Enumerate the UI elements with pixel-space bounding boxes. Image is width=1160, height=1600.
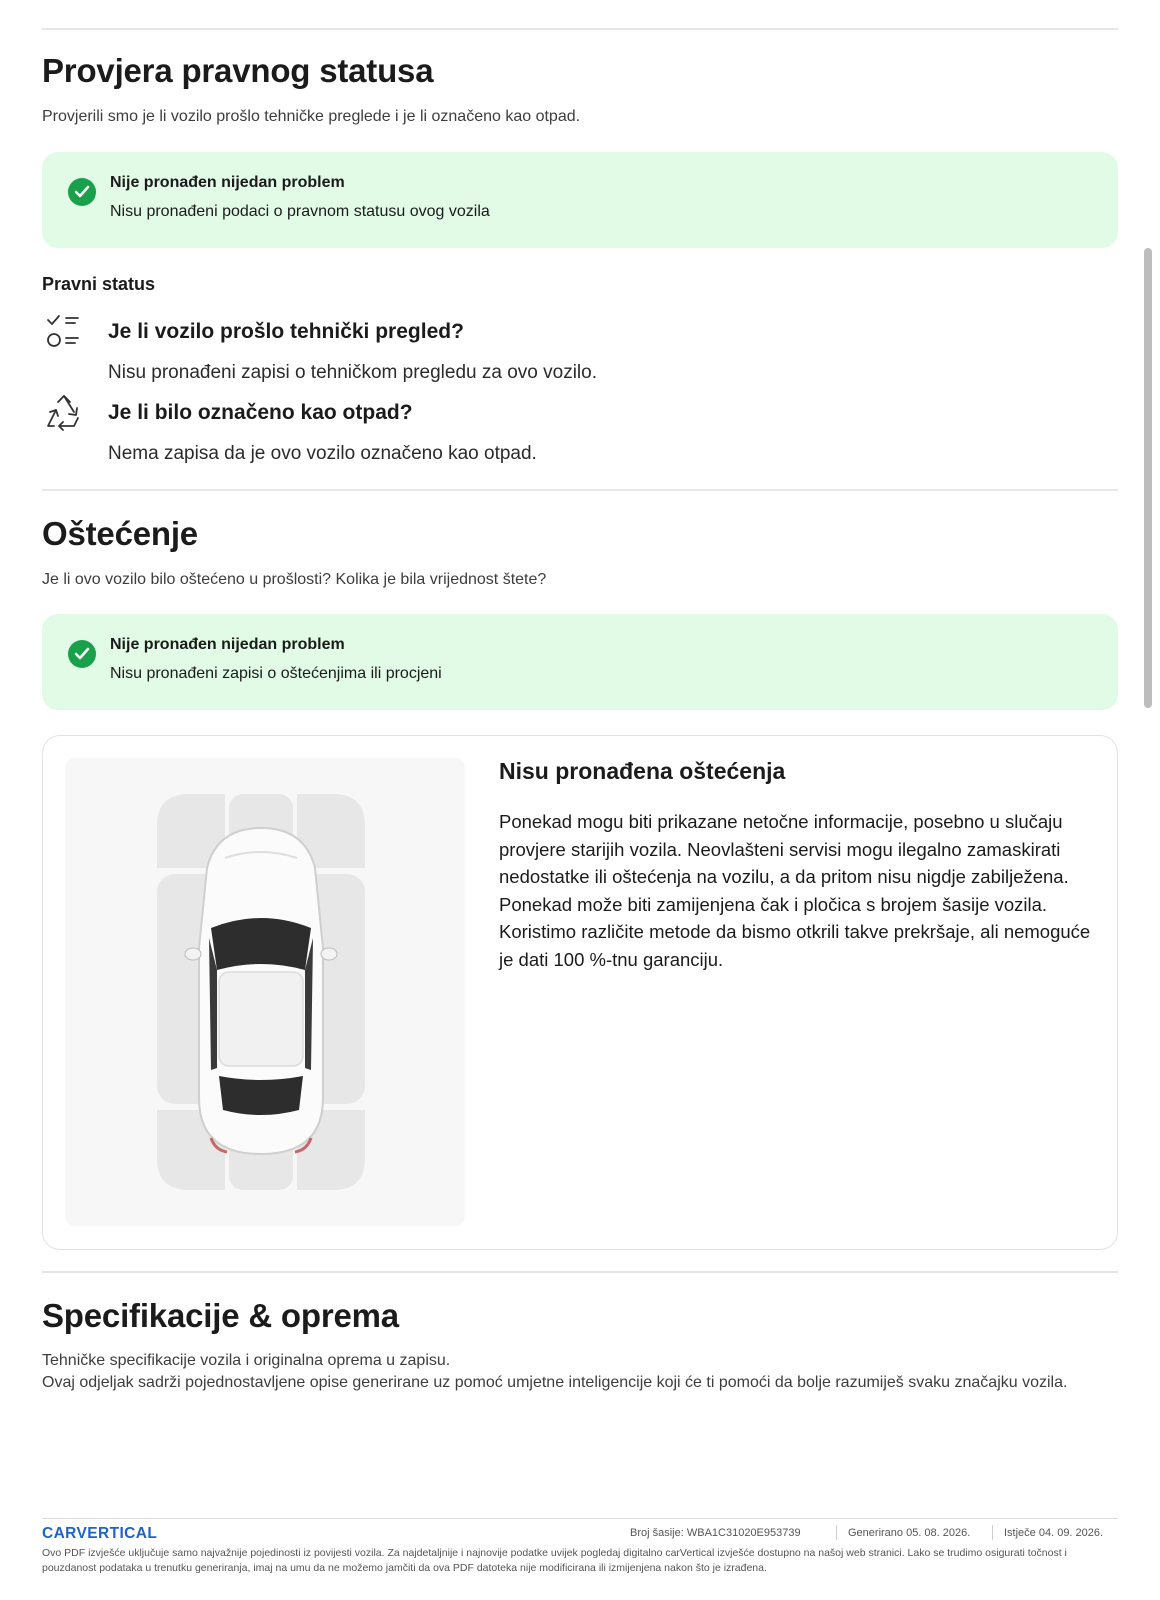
legal-status-text: Nisu pronađeni podaci o pravnom statusu ovog vozila: [110, 203, 490, 220]
damage-status-box: [42, 614, 1118, 710]
generated-date: Generirano 05. 08. 2026.: [848, 1527, 971, 1539]
checklist-icon: [44, 313, 84, 353]
specs-section-title: Specifikacije & oprema: [42, 1297, 399, 1334]
section-divider: [42, 1271, 1118, 1273]
damage-card: [42, 735, 1118, 1250]
carvertical-logo: CARVERTICAL: [42, 1525, 158, 1542]
answer-scrapped: Nema zapisa da je ovo vozilo označeno kao otpad.: [108, 443, 537, 464]
damage-status-text: Nisu pronađeni zapisi o oštećenjima ili procjeni: [110, 665, 442, 682]
answer-inspection: Nisu pronađeni zapisi o tehničkom pregledu za ovo vozilo.: [108, 362, 597, 383]
question-inspection: Je li vozilo prošlo tehnički pregled?: [108, 320, 464, 343]
check-circle-icon: [68, 640, 96, 668]
legal-section-title: Provjera pravnog statusa: [42, 52, 434, 89]
footer-separator: [836, 1525, 837, 1540]
recycle-icon: [44, 394, 84, 434]
specs-description: [42, 1350, 1102, 1394]
check-circle-icon: [68, 178, 96, 206]
section-divider: [42, 489, 1118, 491]
footer-divider: [42, 1518, 1118, 1519]
damage-card-text: Ponekad mogu biti prikazane netočne informacije, posebno u slučaju provjere starijih vozila. Neovlašteni servisi mogu ilegalno zamaskirati nedostatke ili oštećenja na vozilu, a da pritom nisu nigdje zabilježena. Ponekad može biti zamijenjena čak i pločica s brojem šasije vozila. Koristimo različite metode da bismo otkrili takve prekršaje, ali nemoguće je dati 100 %-tnu garanciju.: [499, 811, 1091, 970]
specs-line-2: Ovaj odjeljak sadrži pojednostavljene opise generirane uz pomoć umjetne inteligencije koji će ti pomoći da bolje razumiješ svaku značajku vozila.: [42, 1374, 1068, 1391]
damage-card-title: Nisu pronađena oštećenja: [499, 758, 786, 784]
car-damage-diagram: [65, 758, 465, 1226]
footer-disclaimer: Ovo PDF izvješće uključuje samo najvažnije pojedinosti iz povijesti vozila. Za najdetaljnije i najnovije podatke uvijek pogledaj digitalno carVertical izvješće dostupno na našoj web stranici. Lako se trudimo osigurati točnost i pouzdanost podataka u trenutku generiranja, imaj na umu da ne možemo jamčiti da ova PDF datoteka nije modificirana ili izmijenjena nakon što je izrađena.: [42, 1547, 1067, 1574]
top-bar: [0, 0, 1160, 28]
damage-section-subtitle: Je li ovo vozilo bilo oštećeno u prošlosti? Kolika je bila vrijednost štete?: [42, 571, 547, 588]
top-divider: [42, 28, 1118, 30]
question-scrapped: Je li bilo označeno kao otpad?: [108, 401, 413, 424]
scrollbar-thumb[interactable]: [1144, 248, 1152, 708]
vin-number: Broj šasije: WBA1C31020E953739: [630, 1527, 801, 1539]
damage-status-title: Nije pronađen nijedan problem: [110, 636, 345, 653]
legal-section-subtitle: Provjerili smo je li vozilo prošlo tehničke preglede i je li označeno kao otpad.: [42, 108, 581, 125]
legal-status-title: Nije pronađen nijedan problem: [110, 174, 345, 191]
legal-status-box: [42, 152, 1118, 248]
specs-line-1: Tehničke specifikacije vozila i originalna oprema u zapisu.: [42, 1352, 451, 1369]
damage-section-title: Oštećenje: [42, 515, 198, 552]
expiry-date: Istječe 04. 09. 2026.: [1004, 1527, 1104, 1539]
footer-separator: [992, 1525, 993, 1540]
legal-status-label: Pravni status: [42, 274, 156, 294]
